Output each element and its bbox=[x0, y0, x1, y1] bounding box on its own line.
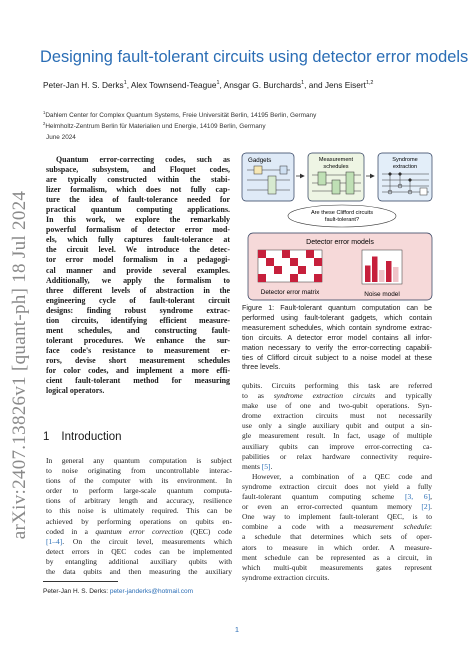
citation-link[interactable]: [1–4] bbox=[46, 536, 63, 546]
figure-caption bbox=[242, 304, 432, 373]
text-line bbox=[242, 492, 432, 502]
text-run: . On the circuit level, measurements which bbox=[62, 536, 232, 546]
abstract-line: practical quantum computing applications. bbox=[46, 205, 230, 215]
abstract bbox=[46, 155, 230, 396]
abstract-line: In this work, we explore the remarkably bbox=[46, 215, 230, 225]
dem-label: Detector error models bbox=[306, 239, 374, 246]
text-line bbox=[242, 553, 432, 563]
caption-line: tion circuits. A detector error model contains all infor- bbox=[242, 333, 432, 342]
text-run: gle measurement result. In fact, usage of multiple bbox=[242, 431, 432, 441]
text-run: auxiliary qubits can improve error-correcting ca- bbox=[242, 441, 432, 451]
abstract-line: lizer formalism, which does not fully cap- bbox=[46, 185, 230, 195]
text-line bbox=[242, 431, 432, 441]
matrix-cell bbox=[306, 250, 314, 258]
schedules-label: Measurement bbox=[318, 157, 354, 163]
abstract-line: cient fault-tolerant method for measuring bbox=[46, 376, 230, 386]
emphasis: measurement schedule bbox=[353, 522, 430, 532]
abstract-line: Quantum error-correcting codes, such as bbox=[56, 155, 230, 164]
caption-line: measurement schedules, which contain syndrome extrac- bbox=[242, 323, 432, 332]
text-run: (QEC) code bbox=[182, 526, 232, 536]
question-bubble bbox=[288, 205, 396, 227]
abstract-line: powerful formalism of detector error mod- bbox=[46, 225, 230, 235]
text-run: combine a code with a bbox=[242, 522, 354, 532]
matrix-cell bbox=[290, 274, 298, 282]
abstract-line: three different levels of abstraction in the bbox=[46, 285, 230, 295]
text-run: ators to measure in which order. A measure- bbox=[242, 542, 432, 552]
author: and Jens Eisert$^{1,2}$ bbox=[308, 80, 374, 90]
schedules-label: schedules bbox=[323, 164, 349, 170]
text-line bbox=[242, 381, 432, 391]
text-run: coded in a bbox=[46, 526, 96, 536]
abstract-line: designs: finding robust syndrome extrac- bbox=[46, 305, 230, 315]
abstract-line: the circuit level. We introduce the detec- bbox=[46, 245, 230, 255]
emphasis: syndrome extraction circuits bbox=[273, 391, 376, 401]
matrix-cell bbox=[274, 266, 282, 274]
syndrome-label: Syndrome bbox=[392, 157, 418, 163]
text-run: One way to implement fault-tolerant QEC, is to bbox=[242, 512, 432, 522]
abstract-line: Additionally, we apply the formalism to bbox=[46, 275, 230, 285]
text-run: : bbox=[429, 522, 432, 532]
text-line bbox=[46, 537, 232, 547]
text-run: drome extraction circuits must not necessarily bbox=[242, 411, 432, 421]
abstract-line: subspace, subsystem, and Floquet codes, bbox=[46, 165, 230, 175]
text-run: ments bbox=[242, 461, 262, 471]
page-number: 1 bbox=[234, 625, 240, 634]
noise-model-chart bbox=[362, 250, 402, 284]
emphasis: quantum error correction bbox=[95, 526, 183, 536]
matrix-cell bbox=[314, 258, 322, 266]
citation-link[interactable]: [2] bbox=[421, 502, 431, 512]
abstract-line: face code's resistance to measurement er- bbox=[46, 345, 230, 355]
abstract-line: ment schedules, and constructing fault- bbox=[46, 325, 230, 335]
section-number: 1 bbox=[43, 431, 50, 443]
abstract-line: cal manner and provide several examples. bbox=[46, 265, 230, 275]
footnote-rule bbox=[43, 581, 118, 582]
text-run: a schedule that determines which sets of oper- bbox=[242, 532, 432, 542]
citation-link[interactable]: [3, 6] bbox=[405, 492, 431, 502]
abstract-line: rors, devise short measurement schedules bbox=[46, 355, 230, 365]
abstract-line: els, which fully captures fault-tolerance at bbox=[46, 235, 230, 245]
abstract-line: tor error model formalism in a pedagogi- bbox=[46, 255, 230, 265]
matrix-cell bbox=[290, 258, 298, 266]
text-line bbox=[242, 573, 432, 583]
matrix-cell bbox=[266, 258, 274, 266]
text-line bbox=[242, 522, 432, 532]
abstract-line: engineering cycle of fault-tolerant circuit bbox=[46, 295, 230, 305]
text-run: fault-tolerant quantum computing scheme bbox=[242, 492, 405, 502]
matrix-cell bbox=[258, 274, 266, 282]
text-line bbox=[242, 391, 432, 401]
caption-line: ties of Clifford circuit subject to a noise model at these bbox=[242, 353, 432, 362]
noise-bar bbox=[372, 257, 378, 283]
text-line bbox=[242, 442, 432, 452]
syndrome-label: extraction bbox=[392, 164, 418, 170]
abstract-line: tion circuits, identifying efficient measure- bbox=[46, 315, 230, 325]
question-text: fault-tolerant? bbox=[324, 217, 360, 223]
arxiv-id: arXiv:2407.13826v1 [quant-ph] 18 Jul 2024 bbox=[9, 190, 30, 540]
footnote bbox=[43, 588, 193, 595]
arxiv-stamp bbox=[6, 150, 34, 580]
text-run: use only a single auxiliary qubit and output a sin- bbox=[242, 421, 432, 431]
text-run: . bbox=[270, 461, 273, 471]
text-line bbox=[242, 472, 432, 482]
abstract-line: ture the idea of fault-tolerance needed for bbox=[46, 195, 230, 205]
citation-link[interactable]: [5] bbox=[261, 461, 271, 471]
noise-bar bbox=[386, 261, 392, 282]
text-line bbox=[242, 411, 432, 421]
text-line bbox=[242, 532, 432, 542]
text-line bbox=[242, 401, 432, 411]
noise-bar bbox=[379, 270, 385, 282]
text-line: the data qubits and then measuring the auxiliary bbox=[46, 567, 232, 577]
publication-date: June 2024 bbox=[46, 134, 76, 141]
text-run: or even an error-corrected quantum memory bbox=[242, 502, 422, 512]
text-run: qubits. Circuits performing this task are referred bbox=[242, 381, 432, 390]
text-line: detect errors in QEC codes can be implemented bbox=[46, 546, 232, 556]
author: Peter-Jan H. S. Derks$^1$ bbox=[43, 80, 127, 90]
caption-line: mation necessary to verify the error-correcting capabili- bbox=[242, 343, 432, 352]
affiliation: $^1$Dahlem Center for Complex Quantum Systems, Freie Universität Berlin, 14195 Berlin, Germany bbox=[43, 109, 317, 119]
affiliation: $^2$Helmholtz-Zentrum Berlin für Materialien und Energie, 14109 Berlin, Germany bbox=[43, 120, 266, 130]
matrix-label: Detector error matrix bbox=[260, 289, 320, 296]
text-line bbox=[242, 543, 432, 553]
text-line: to this noise is ultimately required. This can be bbox=[46, 506, 232, 516]
text-line: In general any quantum computation is subject bbox=[46, 456, 232, 465]
detector-error-matrix bbox=[258, 250, 322, 282]
question-text: Are these Clifford circuits bbox=[310, 210, 374, 216]
author: Alex Townsend-Teague$^1$ bbox=[130, 80, 220, 90]
text-run: which multi-qubit measurements gates represent bbox=[242, 562, 432, 572]
text-line bbox=[242, 452, 432, 462]
gadgets-circuit bbox=[247, 166, 290, 194]
text-line bbox=[242, 502, 432, 512]
text-line bbox=[242, 512, 432, 522]
text-line bbox=[46, 527, 232, 537]
intro-paragraph bbox=[46, 456, 232, 577]
author: Ansgar G. Burchards$^1$ bbox=[223, 80, 305, 90]
text-line: order to perform large-scale quantum computa- bbox=[46, 486, 232, 496]
text-line: to noise originating from uncontrollable interac- bbox=[46, 466, 232, 476]
text-line bbox=[242, 563, 432, 573]
figure-1 bbox=[240, 150, 434, 302]
matrix-cell bbox=[282, 250, 290, 258]
abstract-line: are typically constructed within the stabi- bbox=[46, 175, 230, 185]
text-line: tions of the computer with its environment. In bbox=[46, 476, 232, 486]
text-run: syndrome extraction circuit does not yield a fully bbox=[242, 481, 432, 491]
text-line: achieved by performing operations on qubits en- bbox=[46, 516, 232, 526]
email-link[interactable]: peter-janderks@hotmail.com bbox=[109, 588, 194, 595]
text-line bbox=[242, 462, 432, 472]
abstract-line: for color codes, and implement a more effi- bbox=[46, 365, 230, 375]
matrix-cell bbox=[314, 274, 322, 282]
text-line: tions of arbitrary length and accuracy, resilience bbox=[46, 496, 232, 506]
noise-bar bbox=[365, 266, 371, 283]
caption-line: Figure 1: Fault-tolerant quantum computation can be bbox=[242, 304, 432, 312]
noise-bar bbox=[393, 267, 399, 282]
text-run: However, a combination of a QEC code and bbox=[252, 471, 432, 481]
abstract-line: logical operators. bbox=[46, 386, 105, 396]
noise-label: Noise model bbox=[364, 291, 400, 298]
text-line bbox=[242, 482, 432, 492]
section-heading bbox=[43, 431, 122, 443]
text-run: . bbox=[430, 502, 432, 512]
matrix-cell bbox=[258, 250, 266, 258]
author-list: Peter-Jan H. S. Derks$^1$, Alex Townsend-Teague$^1$, Ansgar G. Burchards$^1$, and Jens Eisert$^{1,2}$ bbox=[43, 80, 374, 90]
caption-line: performed using fault-tolerant gadgets, which contain bbox=[242, 313, 432, 322]
text-run: , bbox=[430, 492, 433, 502]
abstract-line: tolerant procedures. We enhance the sur- bbox=[46, 335, 230, 345]
text-run: pabilities or relax hardware connectivity require- bbox=[242, 451, 432, 461]
paper-title: Designing fault-tolerant circuits using detector error models bbox=[40, 48, 469, 66]
section-title: Introduction bbox=[61, 431, 122, 443]
text-run: make use of one and two-qubit operations. Syn- bbox=[242, 401, 432, 411]
text-line bbox=[242, 421, 432, 431]
text-run: ment schedule can be represented as a circuit, in bbox=[242, 552, 432, 562]
text-line: by entangling additional auxiliary qubits with bbox=[46, 556, 232, 566]
footnote-label: Peter-Jan H. S. Derks: bbox=[43, 588, 110, 595]
caption-line: three levels. bbox=[242, 363, 281, 372]
text-run: and typically bbox=[375, 391, 432, 401]
right-column-text bbox=[242, 381, 432, 583]
text-run: syndrome extraction circuits. bbox=[242, 572, 330, 582]
matrix-cell bbox=[298, 266, 306, 274]
text-run: to as bbox=[242, 391, 274, 401]
gadgets-label: Gadgets bbox=[248, 157, 272, 164]
